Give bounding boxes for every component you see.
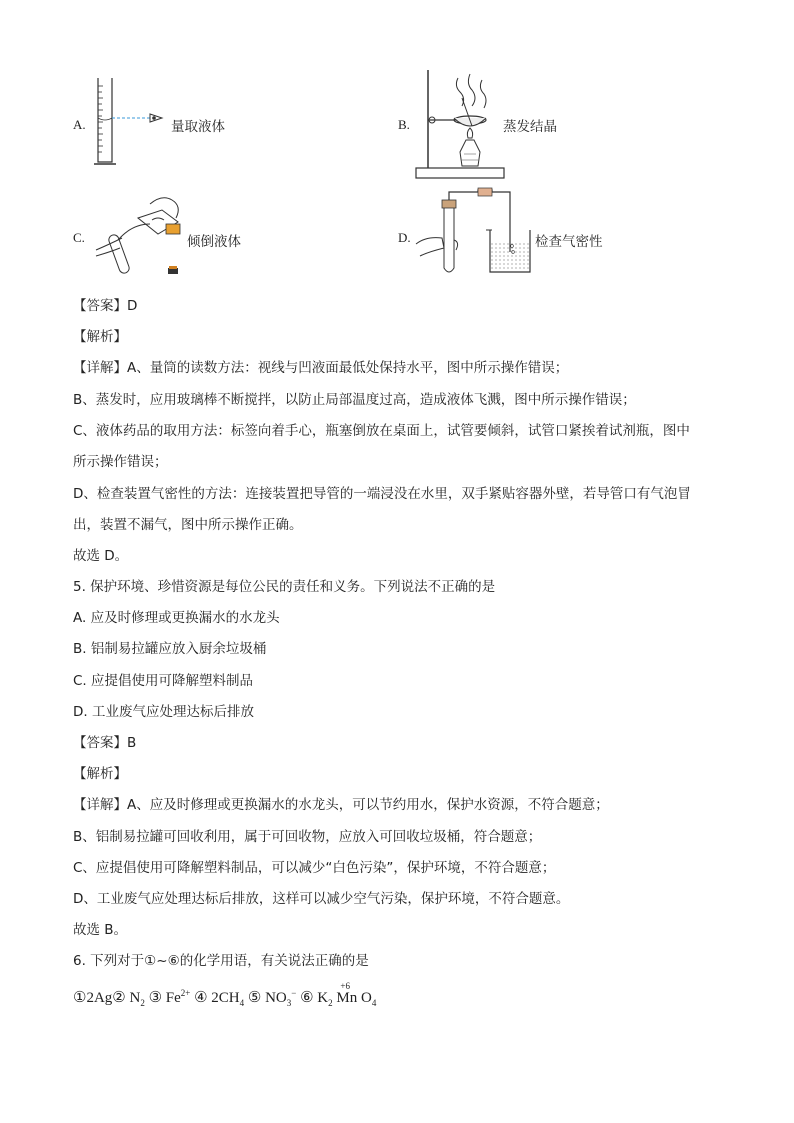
q5-detail-b: B、铝制易拉罐可回收利用，属于可回收物，应放入可回收垃圾桶，符合题意； [73,829,542,845]
airtightness-check-figure [414,186,544,282]
q6-chemical-formulas [73,981,377,1008]
q5-option-c: C. 应提倡使用可降解塑料制品 [73,673,254,689]
formula-1: ①2Ag [73,990,113,1006]
q5-option-a: A. 应及时修理或更换漏水的水龙头 [73,610,280,626]
q4-detail-d-line2: 出，装置不漏气，图中所示操作正确。 [73,517,303,533]
figure-d-label: 检查气密性 [535,234,603,250]
figure-a-label: 量取液体 [171,119,225,135]
q5-option-b: B. 铝制易拉罐应放入厨余垃圾桶 [73,641,267,657]
figure-c-label: 倾倒液体 [187,234,241,250]
q4-detail-d-line1: D、检查装置气密性的方法：连接装置把导管的一端浸没在水里，双手紧贴容器外壁，若导管口有气泡冒 [73,486,691,502]
q4-detail-c-line1: C、液体药品的取用方法：标签向着手心，瓶塞倒放在桌面上，试管要倾斜，试管口紧挨着试剂瓶，图中 [73,423,690,439]
figure-a-letter: A. [73,117,86,132]
formula-5: ⑤ $NO_3^-$ [247,988,297,1008]
formula-3: ③ $Fe^{2+}$ [148,988,191,1006]
evaporation-apparatus-figure [410,68,505,182]
formula-6: ⑥ $K_2$ +6 Mn $O_4$ [300,981,377,1008]
q5-detail-d: D、工业废气应处理达标后排放，这样可以减少空气污染，保护环境，不符合题意。 [73,891,570,907]
q4-detail-a: 【详解】A、量筒的读数方法：视线与凹液面最低处保持水平，图中所示操作错误； [73,360,569,376]
q5-answer: 【答案】B [73,735,137,751]
q5-choice: 故选 B。 [73,922,128,938]
q4-detail-c-line2: 所示操作错误； [73,454,168,470]
formula-2: ② $N_2$ [112,990,145,1008]
figure-b-label: 蒸发结晶 [503,119,557,135]
q5-option-d: D. 工业废气应处理达标后排放 [73,704,254,720]
q5-detail-a: 【详解】A、应及时修理或更换漏水的水龙头，可以节约用水，保护水资源，不符合题意； [73,797,609,813]
pouring-liquid-figure [92,190,196,278]
formula-4: ④ $2CH_4$ [194,990,245,1008]
q6-stem: 6. 下列对于①~⑥的化学用语，有关说法正确的是 [73,953,369,969]
graduated-cylinder-figure [92,74,172,169]
figure-b-letter: B. [398,117,410,132]
q5-analysis-heading: 【解析】 [73,766,127,782]
q4-choice: 故选 D。 [73,548,129,564]
oxidation-state: +6 [340,981,350,991]
q4-analysis-heading: 【解析】 [73,329,127,345]
figure-d-letter: D. [398,230,411,245]
q4-detail-b: B、蒸发时，应用玻璃棒不断搅拌，以防止局部温度过高，造成液体飞溅，图中所示操作错误； [73,392,636,408]
q5-stem: 5. 保护环境、珍惜资源是每位公民的责任和义务。下列说法不正确的是 [73,579,496,595]
q4-answer: 【答案】D [73,298,138,314]
figure-c-letter: C. [73,230,85,245]
q5-detail-c: C、应提倡使用可降解塑料制品，可以减少“白色污染”，保护环境，不符合题意； [73,860,556,876]
